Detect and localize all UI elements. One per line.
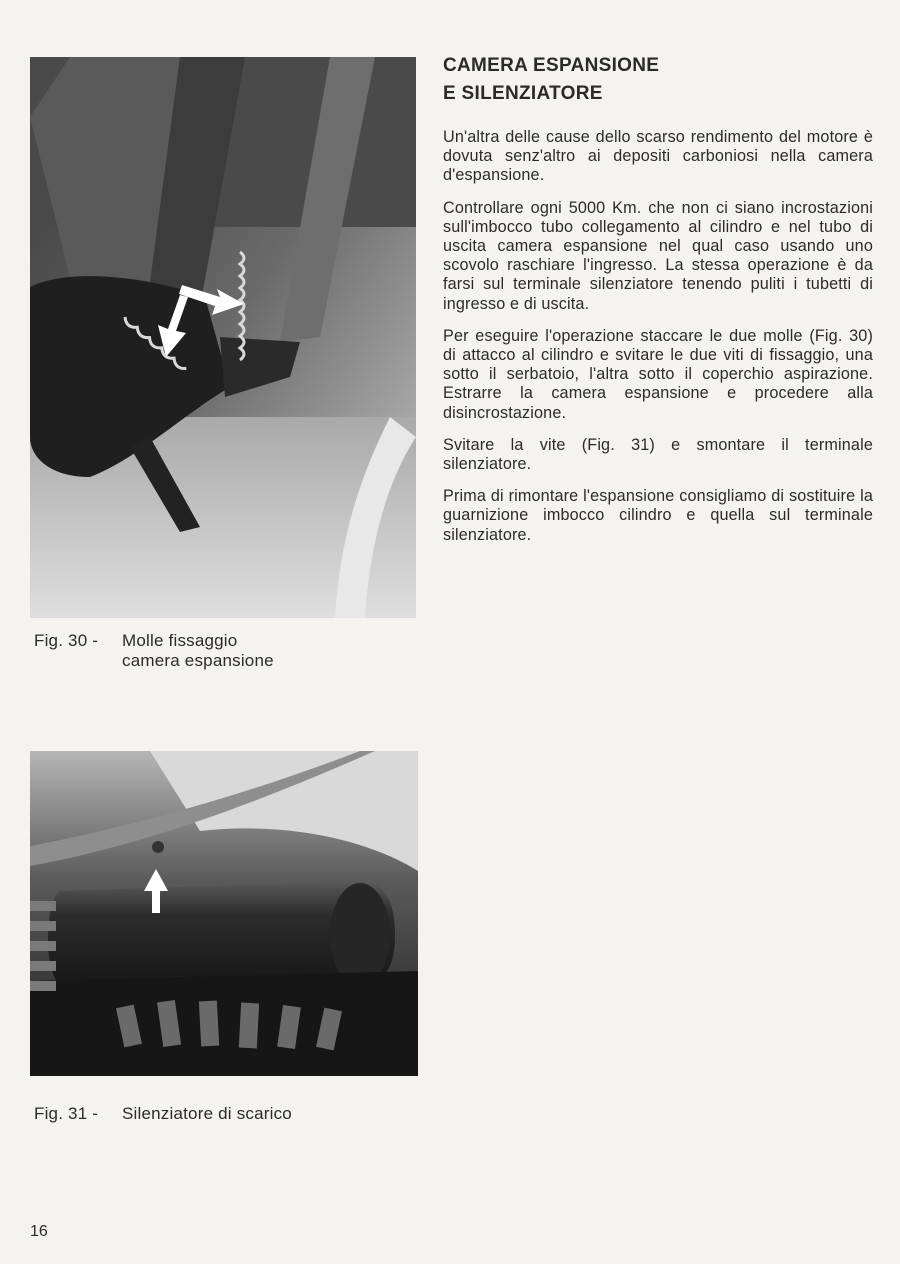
figure-number: Fig. 30 -: [34, 631, 99, 650]
paragraph: Prima di rimontare l'espansione consigliamo di sostituire la guarnizione imbocco cilindro e quella sul terminale silenziatore.: [443, 487, 873, 544]
caption-line: camera espansione: [122, 651, 274, 670]
expansion-chamber-springs-image: [30, 57, 416, 618]
paragraph: Svitare la vite (Fig. 31) e smontare il terminale silenziatore.: [443, 435, 873, 474]
section-title-line: CAMERA ESPANSIONE: [443, 55, 660, 76]
figure-31-photo: [30, 751, 418, 1076]
paragraph: Per eseguire l'operazione staccare le due molle (Fig. 30) di attacco al cilindro e svitare le due viti di fissaggio, una sotto il serbatoio, l'altra sotto il coperchio aspirazione. Estrarre la camera espansione e procedere alla disincrostazione.: [443, 326, 873, 422]
paragraph: Un'altra delle cause dello scarso rendimento del motore è dovuta senz'altro ai depositi carboniosi nella camera d'espansione.: [443, 128, 873, 185]
section-text: [443, 52, 873, 558]
caption-line: Silenziatore di scarico: [122, 1104, 292, 1123]
paragraph: Controllare ogni 5000 Km. che non ci siano incrostazioni sull'imbocco tubo collegamento al cilindro e nel tubo di uscita camera espansione nel qual caso usando uno scovolo raschiare l'ingresso. La stessa operazione è da farsi sul terminale silenziatore tenendo puliti i tubetti di ingresso e di uscita.: [443, 198, 873, 313]
section-title-line: E SILENZIATORE: [443, 83, 603, 104]
section-title: [443, 52, 873, 108]
figure-30-caption: [34, 631, 274, 671]
figure-30-photo: [30, 57, 416, 618]
caption-line: Molle fissaggio: [122, 631, 238, 650]
exhaust-silencer-image: [30, 751, 418, 1076]
figure-31-caption: [34, 1104, 292, 1124]
figure-number: Fig. 31 -: [34, 1104, 99, 1123]
page-number: 16: [30, 1223, 48, 1240]
